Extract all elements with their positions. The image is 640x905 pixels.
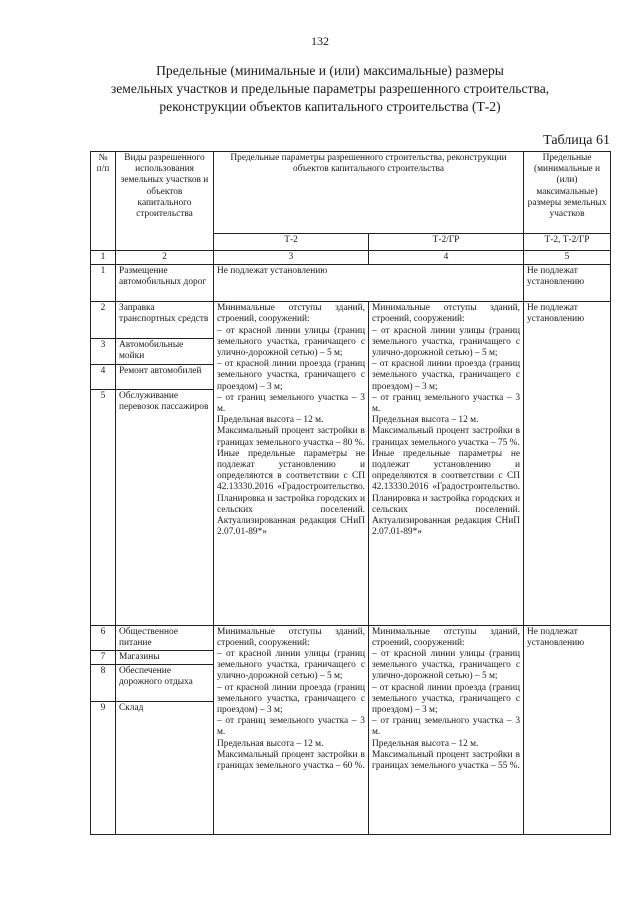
row-use: Магазины [116,651,214,665]
header-use-types: Виды разрешенного использования земельных участков и объектов капитального строительства [116,152,214,251]
col-number: 1 [91,251,116,265]
param-line: Иные предельные параметры не подлежат установлению и определяются в соответствии с СП 42.13330.2016 «Градостроительство. Планировка и застройка городских и сельских поселений. Актуализированная редакция СНиП 2.07.01-89*» [217,448,365,538]
table-row [91,625,611,650]
column-number-row [91,251,611,265]
header-zone-t2: Т-2 [214,234,369,251]
row-num: 5 [91,389,116,625]
param-line: Предельная высота – 12 м. [217,415,324,426]
row-num: 6 [91,625,116,650]
row-size: Не подлежат установлению [524,265,611,302]
param-line: Максимальный процент застройки в границах земельного участка – 80 %. [217,426,365,448]
col-number: 2 [116,251,214,265]
row-num: 7 [91,651,116,665]
title-line-2: земельных участков и предельные параметры разрешенного строительства, [110,81,550,96]
param-line: Максимальный процент застройки в границах земельного участка – 55 %. [372,749,521,772]
param-line: – от красной линии проезда (границ земельного участка, граничащего с проездом) – 3 м; [217,682,365,716]
group-a-size: Не подлежат установлению [524,302,611,625]
row-params: Не подлежат установлению [214,265,524,302]
param-line: Минимальные отступы зданий, строений, сооружений: [372,303,521,325]
title-line-3: реконструкции объектов капитального строительства (Т-2) [159,99,501,114]
group-a-params-t2 [214,302,369,625]
header-zone-t2gr: Т-2/ГР [369,234,524,251]
group-b-params-t2gr [369,625,524,835]
param-line: – от красной линии улицы (границ земельного участка, граничащего с улично-дорожной сетью) – 5 м; [372,325,521,359]
title-line-1: Предельные (минимальные и (или) максимальные) размеры [156,63,504,78]
param-line: Минимальные отступы зданий, строений, сооружений: [217,626,365,648]
group-b-params-t2 [214,625,369,835]
row-use: Автомобильные мойки [116,339,214,364]
row-use: Обслуживание перевозок пассажиров [116,389,214,625]
param-line: Максимальный процент застройки в границах земельного участка – 60 %. [217,749,365,772]
row-use: Общественное питание [116,625,214,650]
param-line: Иные предельные параметры не подлежат установлению и определяются в соответствии с СП 42.13330.2016 «Градостроительство. Планировка и застройка городских и сельских поселений. Актуализированная редакция СНиП 2.07.01-89*» [372,448,521,538]
param-line: Минимальные отступы зданий, строений, сооружений: [372,626,521,648]
param-line: Предельная высота – 12 м. [217,738,324,749]
param-line: Предельная высота – 12 м. [372,415,479,426]
header-zone-both: Т-2, Т-2/ГР [524,234,611,251]
group-a-params-t2gr [369,302,524,625]
row-use: Размещение автомобильных дорог [116,265,214,302]
col-number: 3 [214,251,369,265]
param-line: – от красной линии проезда (границ земельного участка, граничащего с проездом) – 3 м; [217,359,365,392]
header-num: № п/п [91,152,116,251]
row-num: 3 [91,339,116,364]
col-number: 4 [369,251,524,265]
limits-table [90,151,611,835]
table-caption: Таблица 61 [543,133,610,148]
row-use: Склад [116,702,214,835]
header-row [91,152,611,234]
row-num: 1 [91,265,116,302]
row-use: Обеспечение дорожного отдыха [116,665,214,702]
param-line: Предельная высота – 12 м. [372,738,479,749]
param-line: – от границ земельного участка – 3 м. [217,392,365,415]
row-use: Заправка транспортных средств [116,302,214,339]
param-line: – от красной линии улицы (границ земельного участка, граничащего с улично-дорожной сетью) – 5 м; [217,649,365,682]
table-row [91,302,611,339]
row-num: 8 [91,665,116,702]
param-line: Минимальные отступы зданий, строений, сооружений: [217,303,365,325]
row-num: 9 [91,702,116,835]
param-line: – от красной линии проезда (границ земельного участка, граничащего с проездом) – 3 м; [372,682,521,716]
param-line: – от границ земельного участка – 3 м. [372,392,521,415]
header-params: Предельные параметры разрешенного строительства, реконструкции объектов капитального строительства [214,152,524,234]
row-num: 2 [91,302,116,339]
param-line: Максимальный процент застройки в границах земельного участка – 75 %. [372,426,521,448]
param-line: – от границ земельного участка – 3 м. [217,716,365,738]
table-row [91,265,611,302]
row-use: Ремонт автомобилей [116,364,214,389]
header-sizes: Предельные (минимальные и (или) максимальные) размеры земельных участков [524,152,611,234]
param-line: – от границ земельного участка – 3 м. [372,716,521,738]
row-num: 4 [91,364,116,389]
param-line: – от красной линии проезда (границ земельного участка, граничащего с проездом) – 3 м; [372,359,521,392]
document-title [60,62,600,116]
group-b-size: Не подлежат установлению [524,625,611,835]
param-line: – от красной линии улицы (границ земельного участка, граничащего с улично-дорожной сетью) – 5 м; [372,649,521,682]
page-number: 132 [311,34,329,48]
param-line: – от красной линии улицы (границ земельного участка, граничащего с улично-дорожной сетью) – 5 м; [217,325,365,359]
col-number: 5 [524,251,611,265]
